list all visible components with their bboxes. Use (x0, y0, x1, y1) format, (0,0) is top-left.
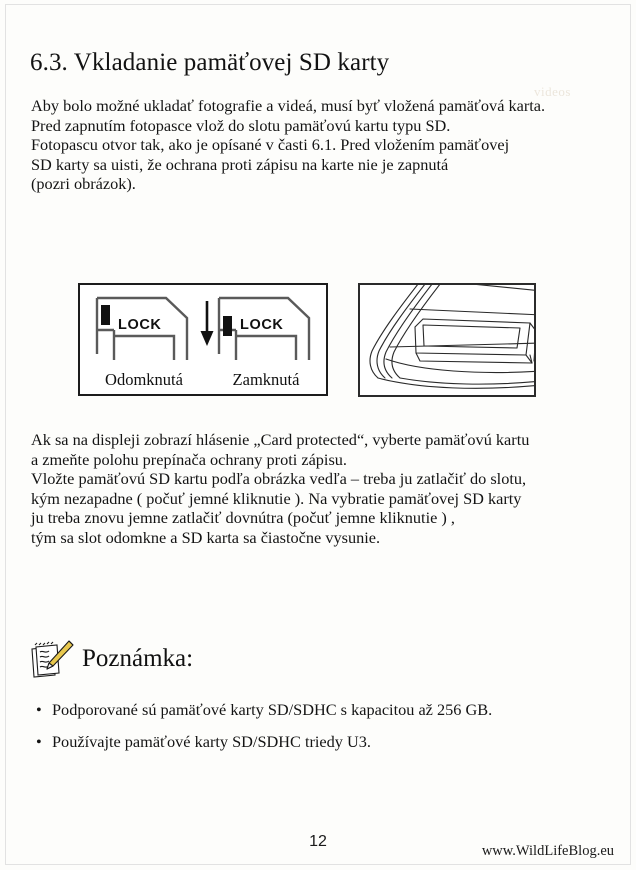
list-item (35, 700, 595, 719)
caption-unlocked: Odomknutá (105, 370, 183, 389)
notepad-pencil-icon (28, 638, 74, 680)
intro-line-4: SD karty sa uisti, že ochrana proti zápisu na karte nie je zapnutá (31, 154, 449, 174)
list-item-text: Podporované sú pamäťové karty SD/SDHC s kapacitou až 256 GB. (52, 700, 493, 719)
list-item (35, 732, 595, 751)
insert-line-3: Vložte pamäťovú SD kartu podľa obrázka vedľa – treba ju zatlačiť do slotu, (31, 469, 527, 489)
bullet-marker: • (36, 732, 42, 751)
scan-artifact: videos (534, 84, 571, 99)
note-heading (28, 638, 193, 680)
note-bullet-list (35, 700, 595, 764)
arrow-down-icon (200, 301, 214, 347)
page-title: 6.3. Vkladanie pamäťovej SD karty (30, 48, 390, 76)
sd-card-unlocked (92, 292, 196, 388)
sd-slot-illustration (358, 283, 536, 397)
insert-line-2: a zmeňte polohu prepínača ochrany proti zápisu. (31, 449, 348, 469)
insert-line-5: ju treba znovu jemne zatlačiť dovnútra (počuť jemne kliknutie ) , (31, 508, 455, 528)
lock-label-unlocked: LOCK (118, 317, 162, 333)
insert-instructions-paragraph (31, 430, 621, 548)
intro-paragraph (31, 96, 621, 194)
caption-locked: Zamknutá (232, 370, 300, 389)
camera-slot-drawing-icon (360, 285, 534, 395)
list-item-text: Používajte pamäťové karty SD/SDHC triedy U3. (52, 732, 371, 751)
sd-card-locked (214, 292, 318, 388)
lock-label-locked: LOCK (240, 317, 284, 333)
bullet-marker: • (36, 700, 42, 719)
intro-line-3: Fotopascu otvor tak, ako je opísané v časti 6.1. Pred vložením pamäťovej (31, 135, 510, 155)
intro-line-1: Aby bolo možné ukladať fotografie a videá, musí byť vložená pamäťová karta. (31, 96, 546, 115)
write-protect-switch-locked (223, 316, 232, 336)
insert-line-4: kým nezapadne ( počuť jemné kliknutie ). Na vybratie pamäťovej SD karty (31, 488, 522, 508)
note-title: Poznámka: (82, 645, 194, 672)
page-number: 12 (309, 833, 327, 850)
insert-line-6: tým sa slot odomkne a SD karta sa čiastočne vysunie. (31, 527, 381, 547)
intro-line-5: (pozri obrázok). (31, 174, 136, 194)
intro-line-2: Pred zapnutím fotopasce vlož do slotu pamäťovú kartu typu SD. (31, 115, 451, 135)
insert-line-1: Ak sa na displeji zobrazí hlásenie „Card protected“, vyberte pamäťovú kartu (31, 430, 530, 449)
write-protect-switch-unlocked (101, 305, 110, 325)
site-url: www.WildLifeBlog.eu (481, 843, 614, 859)
sd-card-lock-diagram (78, 283, 328, 396)
